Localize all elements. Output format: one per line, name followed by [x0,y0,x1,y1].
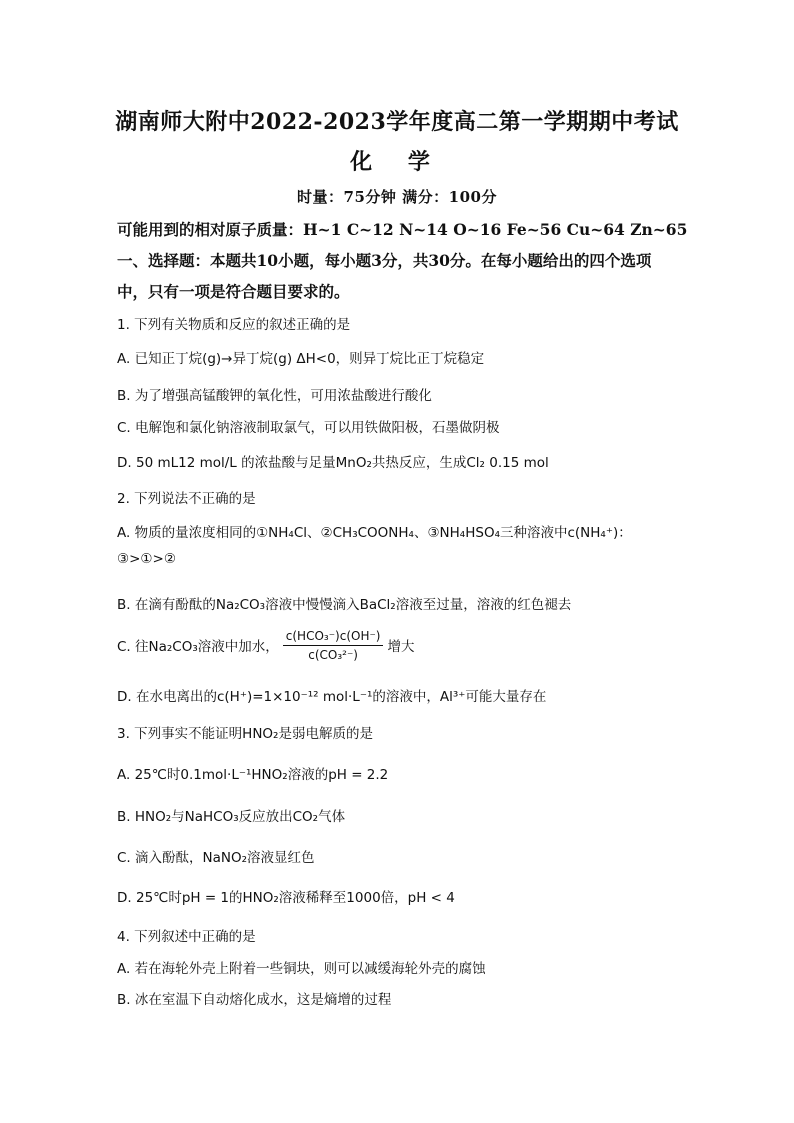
question-3-option-c: C. 滴入酚酞，NaNO₂溶液显红色 [117,850,315,866]
question-1-option-a: A. 已知正丁烷(g)→异丁烷(g) ΔH<0，则异丁烷比正丁烷稳定 [117,351,485,367]
section-heading-line1: 一、选择题：本题共10小题，每小题3分，共30分。在每小题给出的四个选项 [117,251,652,270]
question-2-option-c [117,623,717,667]
exam-title: 湖南师大附中2022-2023学年度高二第一学期期中考试 [115,109,679,135]
atomic-mass-line: 可能用到的相对原子质量：H~1 C~12 N~14 O~16 Fe~56 Cu~64 Zn~65 [117,220,688,239]
question-1-option-d: D. 50 mL12 mol/L 的浓盐酸与足量MnO₂共热反应，生成Cl₂ 0.15 mol [117,455,549,471]
question-2-option-a: A. 物质的量浓度相同的①NH₄Cl、②CH₃COONH₄、③NH₄HSO₄三种溶液中c(NH₄⁺)：③>①>② [117,525,632,567]
question-3-option-a: A. 25℃时0.1mol·L⁻¹HNO₂溶液的pH = 2.2 [117,767,389,783]
question-2-option-c-text: C. 往Na₂CO₃溶液中加水， [117,639,279,655]
concentration-fraction [283,629,384,662]
question-1-stem: 1. 下列有关物质和反应的叙述正确的是 [117,317,351,333]
time-info: 时量：75分钟 满分：100分 [297,188,497,206]
question-4-option-a: A. 若在海轮外壳上附着一些铜块，则可以减缓海轮外壳的腐蚀 [117,961,486,977]
question-3-option-d: D. 25℃时pH = 1的HNO₂溶液稀释至1000倍，pH < 4 [117,890,455,906]
subject-title: 化 学 [350,149,444,175]
fraction-suffix: 增大 [387,639,415,655]
question-2-option-d: D. 在水电离出的c(H⁺)=1×10⁻¹² mol·L⁻¹的溶液中，Al³⁺可能大量存在 [117,689,547,705]
question-2-stem: 2. 下列说法不正确的是 [117,491,256,507]
fraction-denominator: c(CO₃²⁻) [308,647,358,662]
section-heading-line2: 中，只有一项是符合题目要求的。 [117,282,350,301]
question-4-option-b: B. 冰在室温下自动熔化成水，这是熵增的过程 [117,992,392,1008]
question-1-option-b: B. 为了增强高锰酸钾的氧化性，可用浓盐酸进行酸化 [117,388,432,404]
question-1-option-c: C. 电解饱和氯化钠溶液制取氯气，可以用铁做阳极，石墨做阴极 [117,420,500,436]
question-3-stem: 3. 下列事实不能证明HNO₂是弱电解质的是 [117,726,373,742]
question-3-option-b: B. HNO₂与NaHCO₃反应放出CO₂气体 [117,809,346,825]
question-2-option-b: B. 在滴有酚酞的Na₂CO₃溶液中慢慢滴入BaCl₂溶液至过量，溶液的红色褪去 [117,597,572,613]
question-4-stem: 4. 下列叙述中正确的是 [117,929,256,945]
fraction-numerator: c(HCO₃⁻)c(OH⁻) [283,629,384,646]
